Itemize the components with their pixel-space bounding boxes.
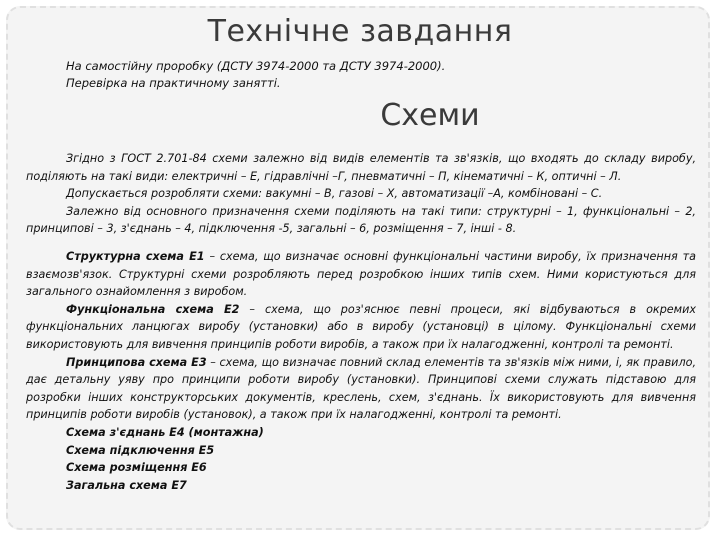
definition-functional (26, 301, 696, 354)
list-item: Схема підключення Е5 (66, 443, 215, 457)
list-item: Схема розміщення Е6 (66, 461, 207, 475)
definition-text: – схема, що визначає основні функціональні частини виробу, їх призначення та взаємозв'язок. Структурні схеми розробляють перед розробкою інших типів схем. Ними користуються для загального ознайомлення з виробом. (26, 249, 696, 299)
definition-term: Функціональна схема Е2 (66, 302, 240, 316)
paragraph: Допускається розробляти схеми: вакумні – В, газові – Х, автоматизації –А, комбіновані – С. (66, 187, 603, 201)
list-item: Загальна схема Е7 (66, 478, 187, 492)
paragraph: Залежно від основного призначення схеми поділяють на такі типи: структурні – 1, функціональні – 2, принципові – 3, з'єднань – 4, підключення -5, загальні – 6, розміщення – 7, інші - 8. (26, 204, 696, 236)
intro-line: На самостійну проробку (ДСТУ 3974-2000 та ДСТУ 3974-2000). (66, 59, 446, 73)
definition-term: Принципова схема Е3 (66, 355, 207, 369)
slide-title: Технічне завдання (207, 14, 513, 49)
definition-principal (26, 354, 696, 424)
list-item: Схема з'єднань Е4 (монтажна) (66, 425, 264, 439)
paragraph: Згідно з ГОСТ 2.701-84 схеми залежно від видів елементів та зв'язків, що входять до складу виробу, поділяють на такі види: електричні – Е, гідравлічні –Г, пневматичні – П, кінематичні – К, оптичні – Л. (26, 152, 696, 183)
section-title: Схеми (380, 98, 480, 133)
intro-line: Перевірка на практичному занятті. (66, 76, 281, 90)
definition-text: – схема, що визначає повний склад елементів та зв'язків між ними, і, як правило, дає детальну уяву про принципи роботи виробу (установки). Принципові схеми служать підставою для розробки інших конструкторських документів, креслень, схем, з'єднань. Їх використовують для вивчення принципів роботи виробів (установок), а також при їх налагодженні, контролі та ремонті. (26, 355, 696, 422)
definition-term: Структурна схема Е1 (66, 249, 205, 263)
schema-list (26, 424, 696, 494)
definition-text: – схема, що роз'яснює певні процеси, які відбуваються в окремих функціональних ланцюгах виробу (установки) або в виробу (установці) в цілому. Функціональні схеми використовують для вивчення принципів роботи виробів, а також при їх налагодженні, контролі та ремонті. (26, 302, 697, 351)
body-text (26, 150, 696, 494)
definition-structural (26, 248, 696, 301)
intro-block (66, 58, 666, 92)
